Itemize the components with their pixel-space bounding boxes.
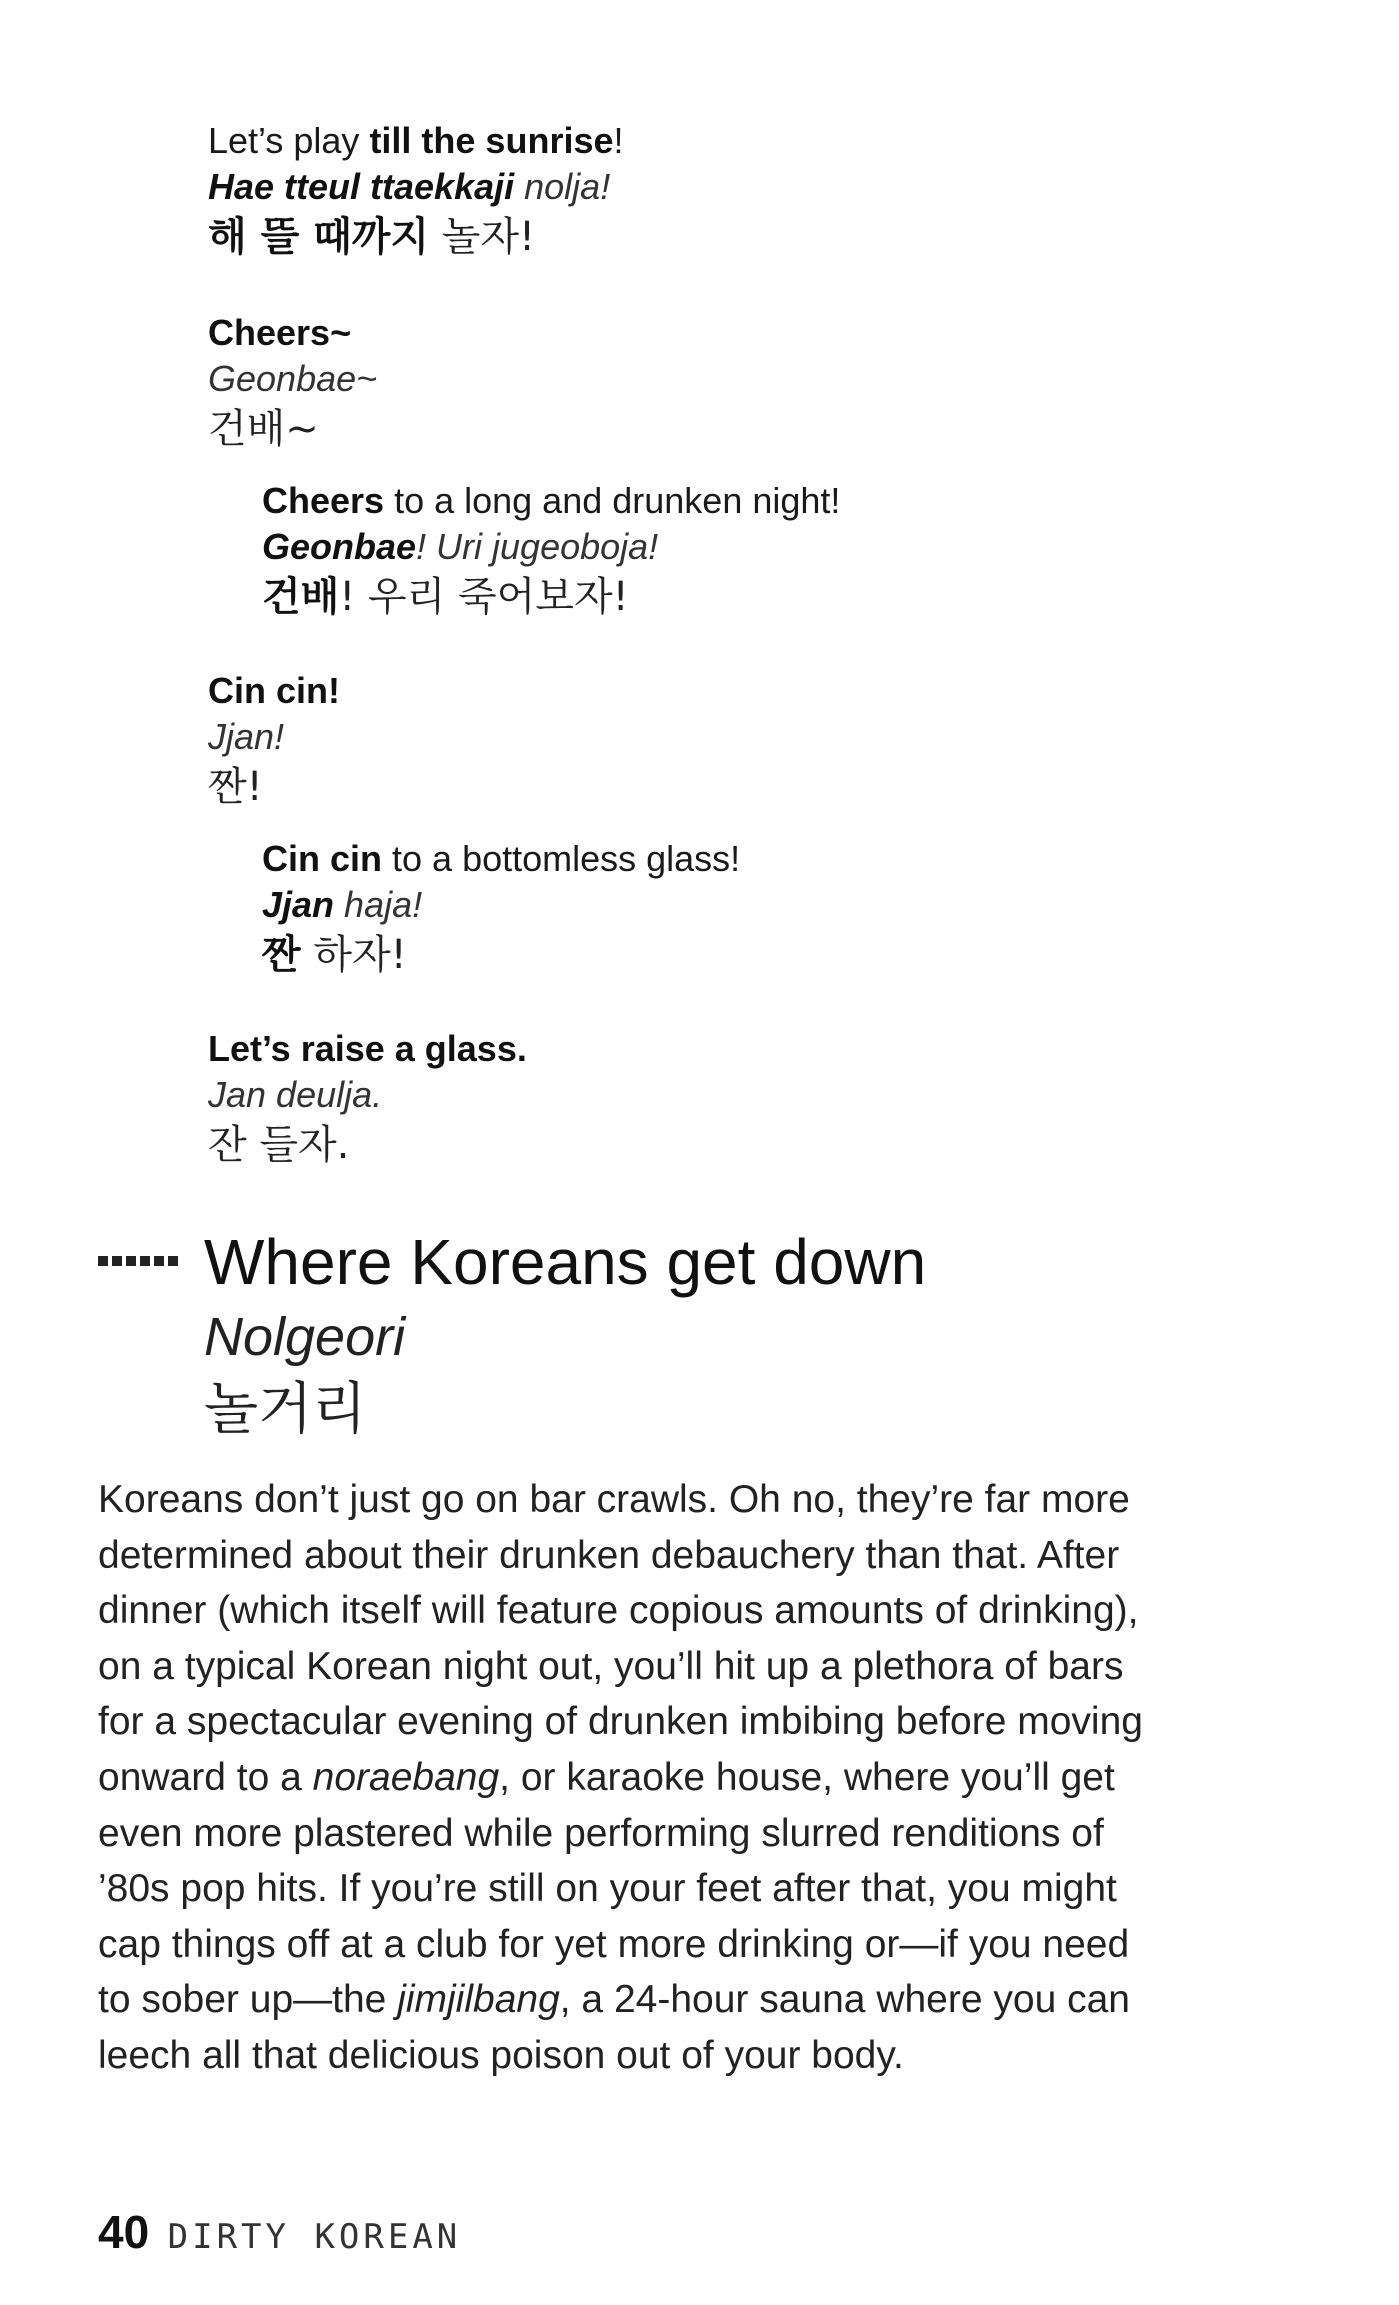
phrase-korean: 건배! 우리 죽어보자! [262, 574, 629, 620]
phrase-entry [208, 118, 624, 264]
paragraph-line: leech all that delicious poison out of your body. [98, 2033, 904, 2077]
phrase-english: Let’s raise a glass. [208, 1028, 527, 1069]
phrase-english: Cheers~ [208, 312, 352, 353]
paragraph-line: dinner (which itself will feature copious amounts of drinking), [98, 1589, 1139, 1633]
phrase-english: Cin cin to a bottomless glass! [262, 838, 741, 879]
paragraph-line: ’80s pop hits. If you’re still on your feet after that, you might [98, 1867, 1117, 1911]
phrase-romanized: Geonbae! Uri jugeoboja! [262, 526, 659, 567]
phrase-korean: 건배~ [208, 406, 319, 452]
phrase-romanized: Geonbae~ [208, 358, 378, 399]
dotted-bullet-icon [98, 1256, 178, 1266]
phrase-english: Cheers to a long and drunken night! [262, 480, 841, 521]
phrase-entry [208, 310, 377, 456]
phrase-english: Cin cin! [208, 670, 340, 711]
section-title: Where Koreans get down [204, 1226, 927, 1298]
paragraph-line: for a spectacular evening of drunken imbibing before moving [98, 1700, 1143, 1744]
paragraph-line: Koreans don’t just go on bar crawls. Oh no, they’re far more [98, 1478, 1130, 1521]
paragraph-line: even more plastered while performing slurred renditions of [98, 1811, 1104, 1855]
phrase-entry [208, 668, 340, 814]
phrase-entry [208, 1026, 527, 1172]
paragraph-line: to sober up—the jimjilbang, a 24-hour sauna where you can [98, 1978, 1130, 2022]
page-footer [98, 2205, 461, 2259]
paragraph-line: determined about their drunken debauchery than that. After [98, 1533, 1120, 1577]
page-number: 40 [98, 2206, 150, 2258]
phrase-romanized: Jjan haja! [262, 884, 423, 925]
paragraph-line: cap things off at a club for yet more drinking or—if you need [98, 1922, 1130, 1966]
book-title: DIRTY KOREAN [167, 2217, 462, 2257]
phrase-english: Let’s play till the sunrise! [208, 120, 624, 161]
phrase-romanized: Hae tteul ttaekkaji nolja! [208, 166, 611, 207]
phrase-example [262, 478, 840, 624]
phrase-korean: 짠! [208, 764, 263, 810]
phrase-romanized: Jan deulja. [208, 1074, 383, 1115]
phrase-korean: 잔 들자. [208, 1122, 350, 1168]
body-paragraph [98, 1472, 1218, 2084]
paragraph-line: onward to a noraebang, or karaoke house, where you’ll get [98, 1755, 1115, 1799]
phrase-korean: 해 뜰 때까지 놀자! [208, 214, 536, 260]
phrase-romanized: Jjan! [208, 716, 285, 757]
section-romanized: Nolgeori [204, 1307, 406, 1367]
paragraph-line: on a typical Korean night out, you’ll hit up a plethora of bars [98, 1644, 1124, 1688]
phrase-korean: 짠 하자! [262, 932, 407, 978]
phrase-example [262, 836, 740, 982]
section-korean: 놀거리 [204, 1377, 367, 1442]
